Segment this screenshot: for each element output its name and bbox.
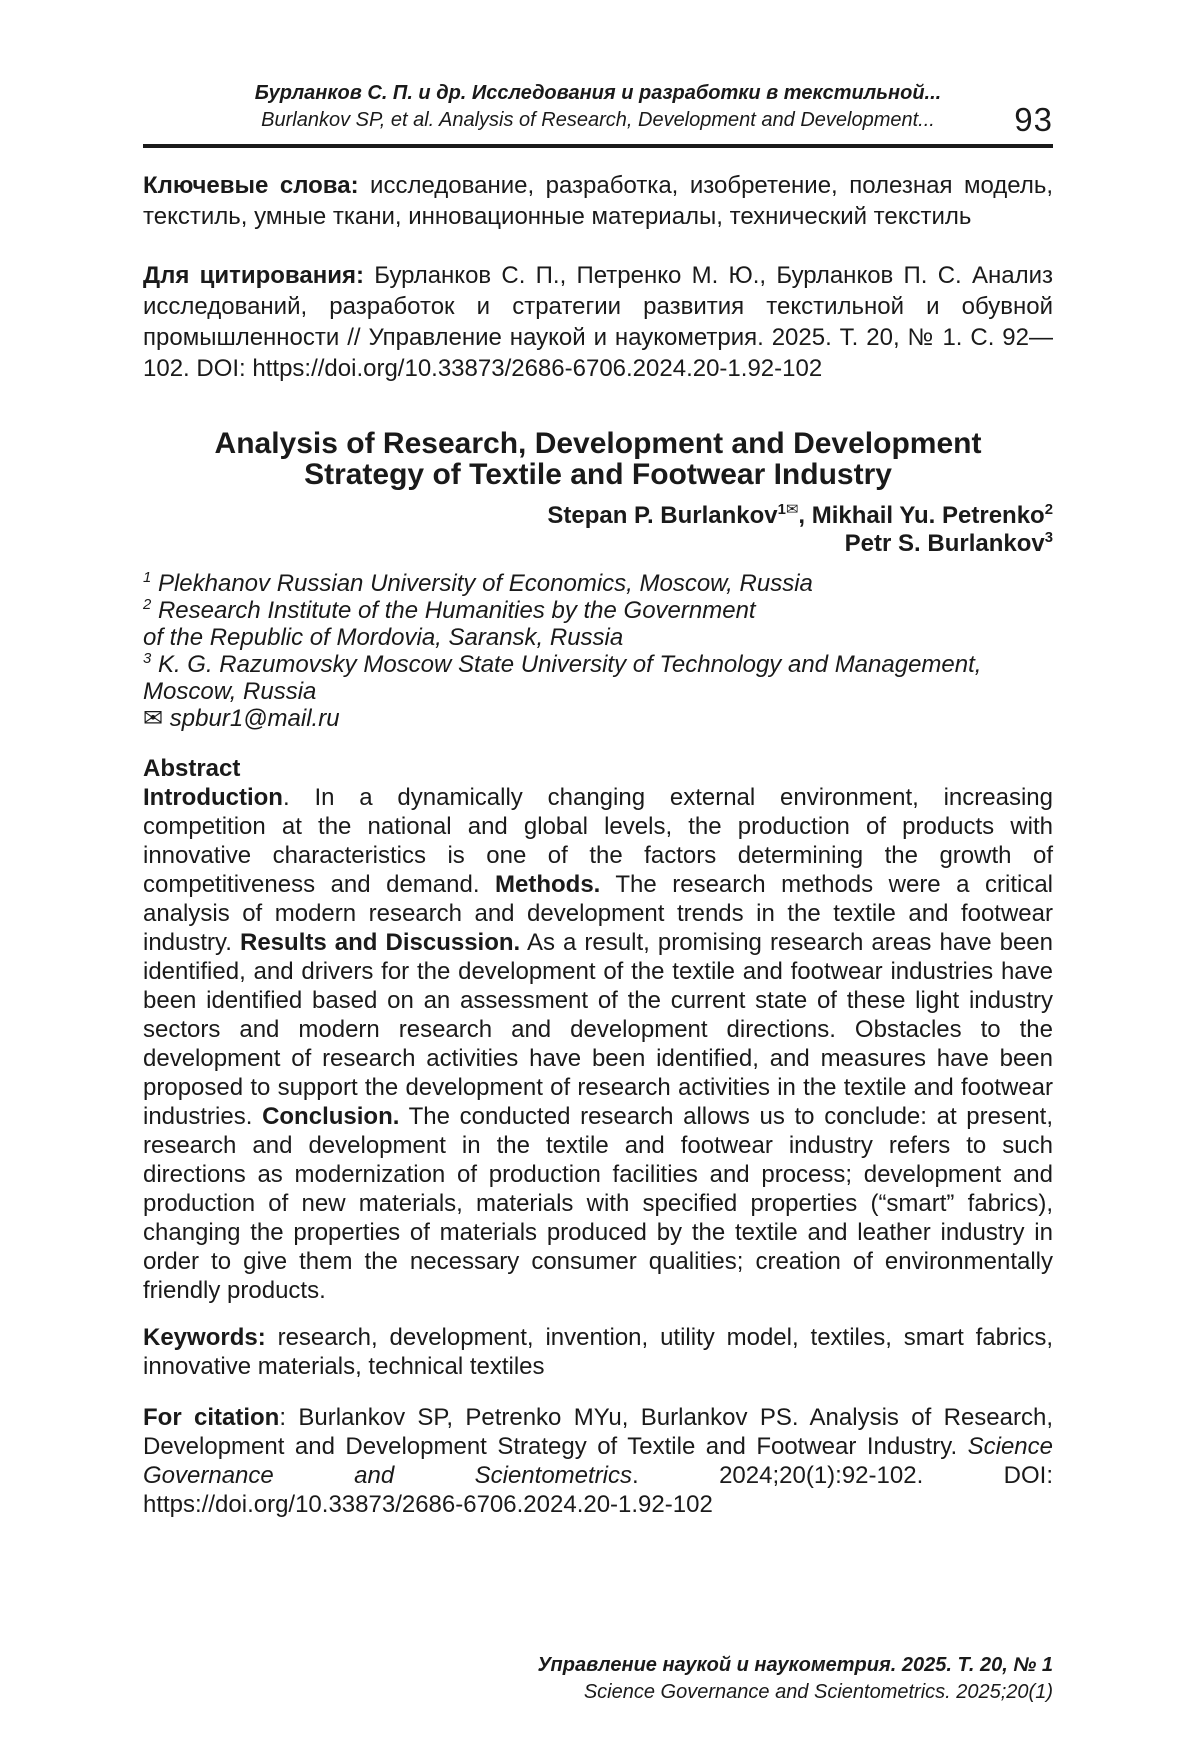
citation-ru-text: Бурланков С. П., Петренко М. Ю., Бурланков П. С. Анализ исследований, разработок и стратегии развития текстильной и обувной промышленности // Управление наукой и наукометрия. 2025. Т. 20, № 1. С. 92—102. DOI: https://doi.org/10.33873/2686-6706.2024.20-1.92-102 xyxy=(143,262,1053,382)
abstract-paragraph xyxy=(143,783,1053,1305)
email-line xyxy=(143,705,1053,732)
keywords-en-paragraph xyxy=(143,1323,1053,1381)
page-number: 93 xyxy=(1014,101,1053,138)
authors-line-2 xyxy=(143,530,1053,558)
article-title-line1: Analysis of Research, Development and Development xyxy=(214,427,982,460)
affiliation-line xyxy=(143,624,1053,651)
affiliation-line xyxy=(143,597,1053,624)
keywords-ru-paragraph xyxy=(143,170,1053,232)
affiliation-2-text: Research Institute of the Humanities by the Government xyxy=(157,597,756,624)
keywords-en-text: research, development, invention, utility model, textiles, smart fabrics, innovative materials, technical textiles xyxy=(143,1324,1053,1380)
citation-en-text-2: . 2024;20(1):92-102. DOI: https://doi.org/10.33873/2686-6706.2024.20-1.92-102 xyxy=(143,1462,1053,1518)
footer-journal-ru: Управление наукой и наукометрия. 2025. Т. 20, № 1 xyxy=(537,1654,1053,1676)
author-name-1: Stepan P. Burlankov xyxy=(547,502,778,529)
affiliation-3-text-cont: Moscow, Russia xyxy=(143,678,317,705)
author-3-affiliation-ref: 3 xyxy=(1044,530,1053,546)
article-title xyxy=(143,428,1053,490)
abstract-intro-label: Introduction xyxy=(143,784,283,811)
author-name-2: Mikhail Yu. Petrenko xyxy=(811,502,1045,529)
citation-ru-paragraph xyxy=(143,260,1053,384)
abstract-methods-text: The research methods were a critical analysis of modern research and development trends in the textile and footwear industry. xyxy=(143,871,1053,956)
email-address: spbur1@mail.ru xyxy=(169,705,340,732)
citation-en-text-1: : Burlankov SP, Petrenko MYu, Burlankov PS. Analysis of Research, Development and Development Strategy of Textile and Footwear Industry. xyxy=(143,1404,1053,1460)
citation-en-journal-name: Science Governance and Scientometrics xyxy=(143,1433,1053,1489)
keywords-en-label: Keywords: xyxy=(143,1324,266,1351)
abstract-methods-label: Methods. xyxy=(495,871,601,898)
author-name-3: Petr S. Burlankov xyxy=(844,530,1045,557)
page-header xyxy=(143,80,1053,148)
running-head-en: Burlankov SP, et al. Analysis of Research, Development and Development... xyxy=(261,109,935,131)
keywords-ru-label: Ключевые слова: xyxy=(143,172,359,199)
affiliation-line xyxy=(143,570,1053,597)
affiliations-block xyxy=(143,570,1053,732)
abstract-results-text: As a result, promising research areas have been identified, and drivers for the development of the textile and footwear industries have been identified based on an assessment of the current state of these light industry sectors and modern research and development directions. Obstacles to the development of research activities have been identified, and measures have been proposed to support the development of research activities in the textile and footwear industries. xyxy=(143,929,1053,1130)
footer-journal-en: Science Governance and Scientometrics. 2025;20(1) xyxy=(583,1681,1053,1703)
affiliation-2-marker: 2 xyxy=(143,597,152,613)
authors-separator: , xyxy=(798,502,812,529)
affiliation-1-marker: 1 xyxy=(143,570,152,586)
envelope-icon: ✉ xyxy=(143,705,164,732)
affiliation-3-marker: 3 xyxy=(143,651,152,667)
abstract-section xyxy=(143,754,1053,1305)
running-head-ru: Бурланков С. П. и др. Исследования и разработки в текстильной... xyxy=(254,82,942,104)
abstract-heading: Abstract xyxy=(143,755,241,782)
authors-block xyxy=(143,502,1053,558)
affiliation-2-text-cont: of the Republic of Mordovia, Saransk, Russia xyxy=(143,624,624,651)
abstract-conclusion-text: The conducted research allows us to conclude: at present, research and development in the textile and footwear industry refers to such directions as modernization of production facilities and process; development and production of new materials, materials with specified properties (“smart” fabrics), changing the properties of materials produced by the textile and leather industry in order to give them the necessary consumer qualities; creation of environmentally friendly products. xyxy=(143,1103,1053,1304)
affiliation-line xyxy=(143,678,1053,705)
envelope-icon: ✉ xyxy=(785,502,799,518)
citation-ru-label: Для цитирования: xyxy=(143,262,364,289)
author-1-superscript xyxy=(778,502,799,518)
authors-line-1 xyxy=(143,502,1053,530)
affiliation-3-text: K. G. Razumovsky Moscow State University of Technology and Management, xyxy=(157,651,982,678)
abstract-intro-text: . In a dynamically changing external environment, increasing competition at the national and global levels, the production of products with innovative characteristics is one of the factors determining the growth of competitiveness and demand. xyxy=(143,784,1053,898)
citation-en-paragraph xyxy=(143,1403,1053,1519)
keywords-ru-text: исследование, разработка, изобретение, полезная модель, текстиль, умные ткани, инновационные материалы, технический текстиль xyxy=(143,172,1053,230)
page-footer xyxy=(538,1652,1054,1706)
affiliation-line xyxy=(143,651,1053,678)
abstract-conclusion-label: Conclusion. xyxy=(262,1103,400,1130)
affiliation-1-text: Plekhanov Russian University of Economics, Moscow, Russia xyxy=(157,570,813,597)
article-title-line2: Strategy of Textile and Footwear Industry xyxy=(304,458,892,491)
author-2-affiliation-ref: 2 xyxy=(1044,502,1053,518)
citation-en-label: For citation xyxy=(143,1404,280,1431)
abstract-results-label: Results and Discussion. xyxy=(240,929,521,956)
author-1-affiliation-ref: 1 xyxy=(777,502,786,518)
